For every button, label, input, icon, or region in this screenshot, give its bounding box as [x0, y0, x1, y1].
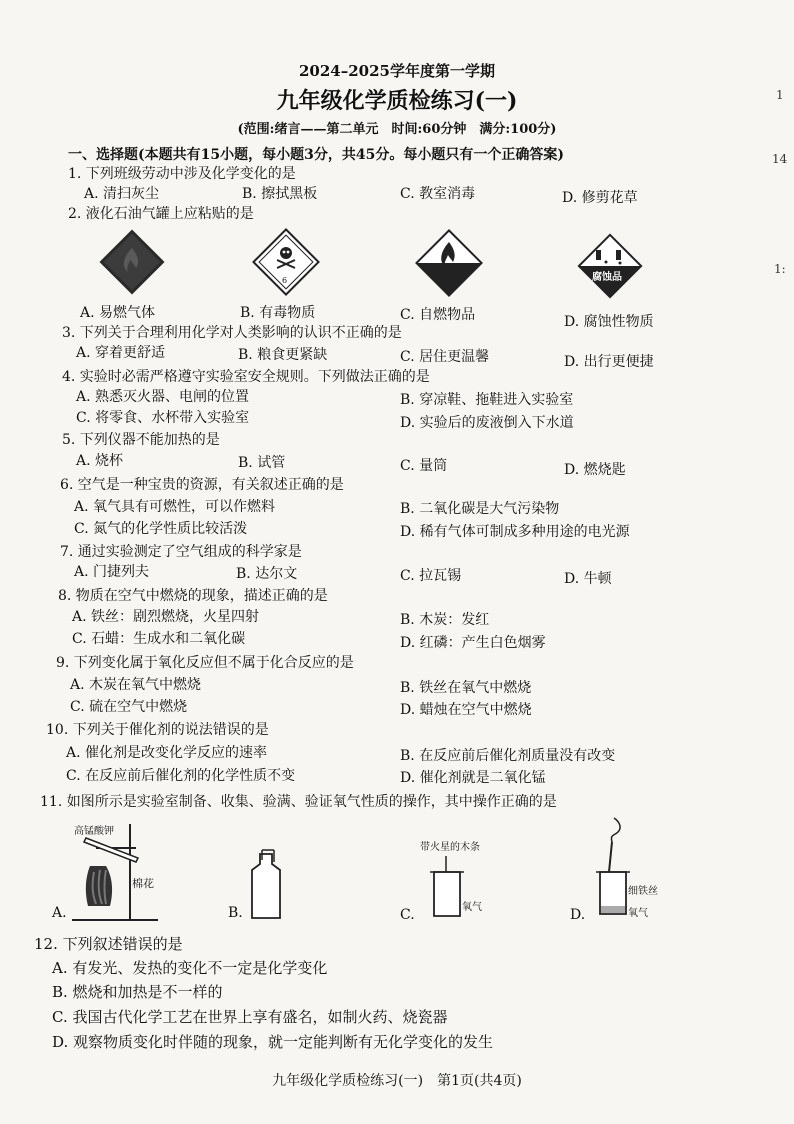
- q7-option-c[interactable]: C. 拉瓦锡: [400, 568, 462, 584]
- q5-option-b[interactable]: B. 试管: [238, 455, 286, 471]
- q7-option-a[interactable]: A. 门捷列夫: [74, 564, 150, 580]
- q2-option-c[interactable]: C. 自燃物品: [400, 307, 476, 323]
- edge-mark-1: 1: [776, 88, 784, 102]
- q6-option-b[interactable]: B. 二氧化碳是大气污染物: [400, 501, 560, 517]
- q11-label-oxygen-c: 氧气: [462, 902, 482, 913]
- q4-stem: 4. 实验时必需严格遵守实验室安全规则。下列做法正确的是: [62, 369, 430, 385]
- q8-option-b[interactable]: B. 木炭：发红: [400, 612, 490, 628]
- q10-option-a[interactable]: A. 催化剂是改变化学反应的速率: [66, 745, 268, 761]
- q5-option-d[interactable]: D. 燃烧匙: [564, 462, 626, 478]
- q5-option-c[interactable]: C. 量筒: [400, 458, 448, 474]
- q4-option-b[interactable]: B. 穿凉鞋、拖鞋进入实验室: [400, 392, 574, 408]
- page-footer: 九年级化学质检练习(一) 第1页(共4页): [272, 1073, 522, 1089]
- q12-option-b[interactable]: B. 燃烧和加热是不一样的: [52, 983, 223, 1001]
- q6-option-a[interactable]: A. 氧气具有可燃性，可以作燃料: [74, 499, 276, 515]
- q11-label-glowing-splint: 带火星的木条: [420, 842, 480, 853]
- q2-option-b[interactable]: B. 有毒物质: [240, 305, 316, 321]
- spontaneous-combustion-sign-icon: [408, 222, 490, 304]
- q6-option-c[interactable]: C. 氮气的化学性质比较活泼: [74, 521, 248, 537]
- corrosive-substance-sign-icon: [572, 228, 648, 304]
- q1-option-c[interactable]: C. 教室消毒: [400, 186, 476, 202]
- q11-label-cotton: 棉花: [132, 877, 154, 890]
- q5-option-a[interactable]: A. 烧杯: [76, 453, 124, 469]
- edge-mark-3: 1:: [774, 262, 786, 276]
- corrosive-sign-label: 腐蚀品: [592, 272, 622, 283]
- toxic-sign-number: 6: [282, 276, 288, 285]
- q12-option-d[interactable]: D. 观察物质变化时伴随的现象，就一定能判断有无化学变化的发生: [52, 1033, 494, 1051]
- edge-mark-2: 14: [772, 152, 788, 166]
- q11-label-oxygen-d: 氧气: [628, 908, 648, 919]
- q10-option-c[interactable]: C. 在反应前后催化剂的化学性质不变: [66, 768, 296, 784]
- q11-option-d[interactable]: D.: [570, 907, 586, 923]
- gas-collection-bottle-icon: [246, 848, 286, 922]
- q8-stem: 8. 物质在空气中燃烧的现象，描述正确的是: [58, 588, 328, 604]
- flammable-gas-sign-icon: [92, 222, 172, 302]
- q11-label-potassium-permanganate: 高锰酸钾: [74, 826, 114, 837]
- q7-option-d[interactable]: D. 牛顿: [564, 571, 612, 587]
- q10-option-b[interactable]: B. 在反应前后催化剂质量没有改变: [400, 748, 616, 764]
- q11-option-c[interactable]: C.: [400, 907, 415, 923]
- exam-scope: (范围:绪言——第二单元 时间:60分钟 满分:100分): [237, 122, 557, 137]
- q11-stem: 11. 如图所示是实验室制备、收集、验满、验证氧气性质的操作，其中操作正确的是: [40, 794, 557, 810]
- q1-option-a[interactable]: A. 清扫灰尘: [84, 186, 160, 202]
- q4-option-a[interactable]: A. 熟悉灭火器、电闸的位置: [76, 389, 250, 405]
- q1-option-d[interactable]: D. 修剪花草: [562, 190, 638, 206]
- q6-stem: 6. 空气是一种宝贵的资源，有关叙述正确的是: [60, 477, 344, 493]
- q4-option-c[interactable]: C. 将零食、水杯带入实验室: [76, 410, 250, 426]
- q1-option-b[interactable]: B. 擦拭黑板: [242, 186, 318, 202]
- q10-stem: 10. 下列关于催化剂的说法错误的是: [46, 722, 269, 738]
- q12-stem: 12. 下列叙述错误的是: [34, 935, 183, 953]
- q3-option-d[interactable]: D. 出行更便捷: [564, 354, 654, 370]
- q8-option-d[interactable]: D. 红磷：产生白色烟雾: [400, 635, 546, 651]
- q9-stem: 9. 下列变化属于氧化反应但不属于化合反应的是: [56, 655, 354, 671]
- q9-option-d[interactable]: D. 蜡烛在空气中燃烧: [400, 702, 532, 718]
- exam-title: 九年级化学质检练习(一): [276, 88, 518, 114]
- q3-option-c[interactable]: C. 居住更温馨: [400, 349, 490, 365]
- q3-stem: 3. 下列关于合理利用化学对人类影响的认识不正确的是: [62, 325, 402, 341]
- q9-option-c[interactable]: C. 硫在空气中燃烧: [70, 699, 188, 715]
- q11-label-iron-wire: 细铁丝: [628, 886, 658, 897]
- q8-option-a[interactable]: A. 铁丝：剧烈燃烧，火星四射: [72, 609, 260, 625]
- section-title: 一、选择题(本题共有15小题，每小题3分，共45分。每小题只有一个正确答案): [68, 147, 564, 163]
- toxic-substance-sign-icon: [246, 222, 326, 302]
- exam-term: 2024–2025学年度第一学期: [299, 62, 495, 80]
- q4-option-d[interactable]: D. 实验后的废液倒入下水道: [400, 415, 574, 431]
- q7-option-b[interactable]: B. 达尔文: [236, 566, 298, 582]
- q2-option-a[interactable]: A. 易燃气体: [80, 305, 156, 321]
- q12-option-a[interactable]: A. 有发光、发热的变化不一定是化学变化: [52, 959, 328, 977]
- q11-option-b[interactable]: B.: [228, 905, 243, 921]
- q9-option-a[interactable]: A. 木炭在氧气中燃烧: [70, 677, 202, 693]
- q3-option-b[interactable]: B. 粮食更紧缺: [238, 347, 328, 363]
- q11-option-a[interactable]: A.: [52, 905, 67, 921]
- q9-option-b[interactable]: B. 铁丝在氧气中燃烧: [400, 680, 532, 696]
- q5-stem: 5. 下列仪器不能加热的是: [62, 432, 220, 448]
- q3-option-a[interactable]: A. 穿着更舒适: [76, 345, 166, 361]
- q2-option-d[interactable]: D. 腐蚀性物质: [564, 314, 654, 330]
- q12-option-c[interactable]: C. 我国古代化学工艺在世界上享有盛名，如制火药、烧瓷器: [52, 1008, 448, 1026]
- q8-option-c[interactable]: C. 石蜡：生成水和二氧化碳: [72, 631, 246, 647]
- q7-stem: 7. 通过实验测定了空气组成的科学家是: [60, 544, 302, 560]
- q1-stem: 1. 下列班级劳动中涉及化学变化的是: [68, 166, 296, 182]
- q2-stem: 2. 液化石油气罐上应粘贴的是: [68, 206, 254, 222]
- q6-option-d[interactable]: D. 稀有气体可制成多种用途的电光源: [400, 524, 630, 540]
- q10-option-d[interactable]: D. 催化剂就是二氧化锰: [400, 770, 546, 786]
